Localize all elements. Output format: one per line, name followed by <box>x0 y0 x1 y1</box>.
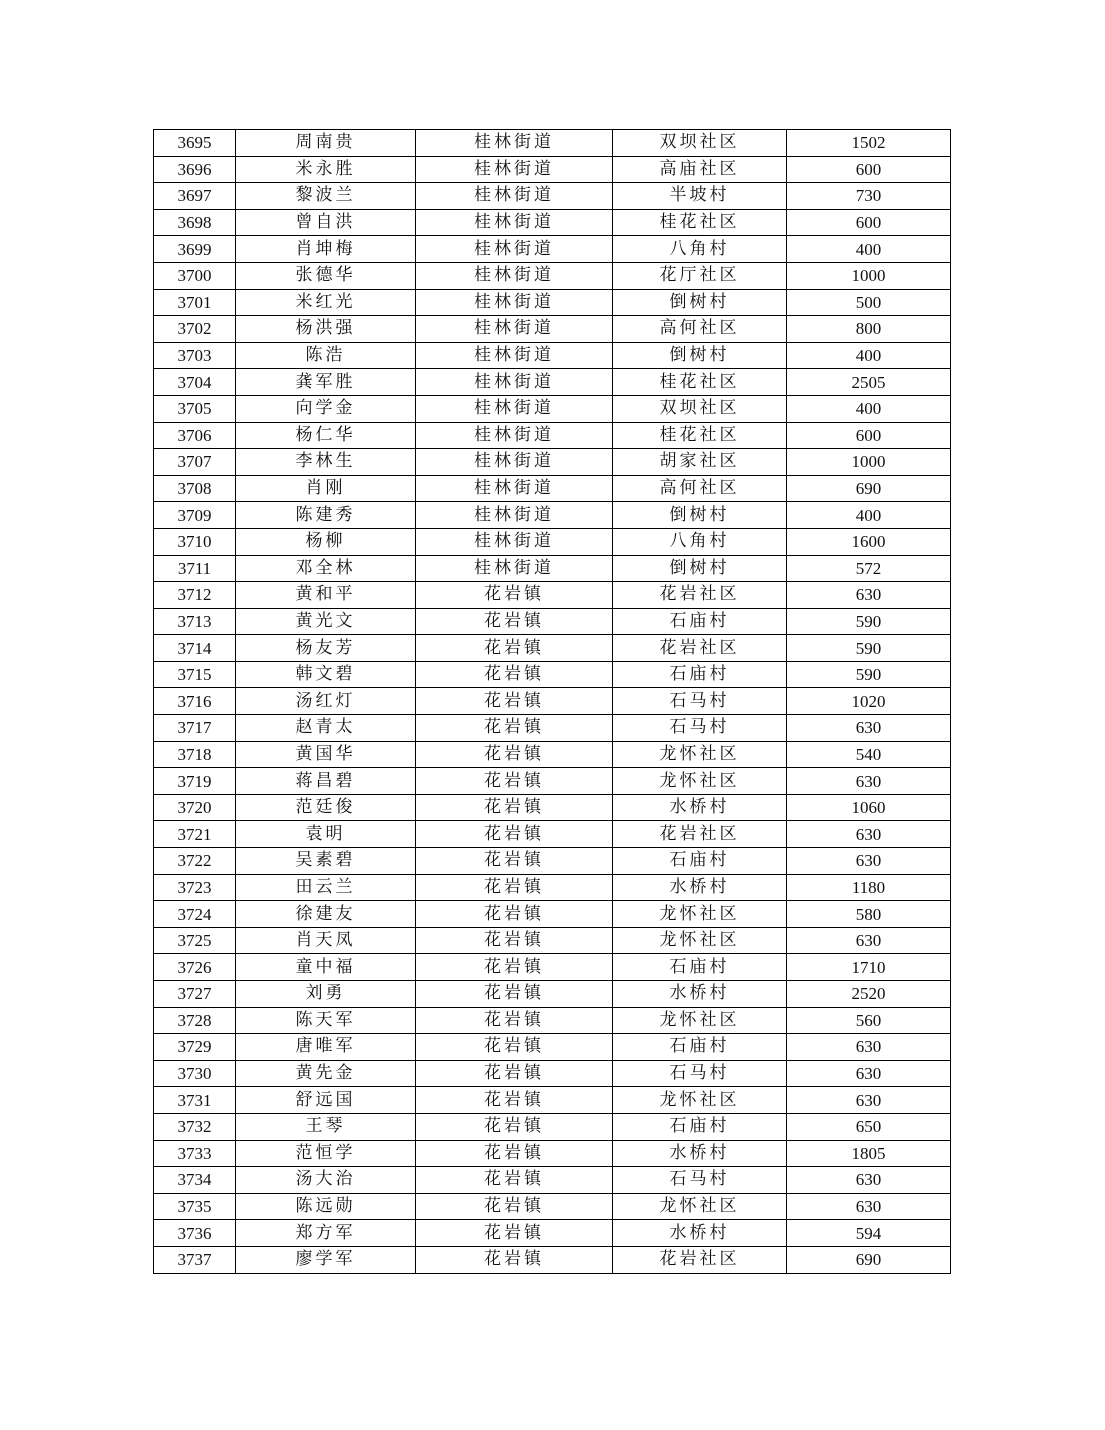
village-cell: 龙怀社区 <box>613 1007 787 1034</box>
town-cell: 桂林街道 <box>416 475 613 502</box>
data-table <box>153 129 951 1274</box>
row-number-cell: 3722 <box>154 848 236 875</box>
row-number-cell: 3710 <box>154 528 236 555</box>
table-row <box>154 661 951 688</box>
amount-cell: 1805 <box>787 1140 951 1167</box>
table-row <box>154 502 951 529</box>
town-cell: 花岩镇 <box>416 1140 613 1167</box>
table-row <box>154 741 951 768</box>
table-row <box>154 342 951 369</box>
town-cell: 花岩镇 <box>416 927 613 954</box>
town-cell: 花岩镇 <box>416 794 613 821</box>
table-row <box>154 130 951 157</box>
village-cell: 龙怀社区 <box>613 741 787 768</box>
row-number-cell: 3717 <box>154 715 236 742</box>
table-row <box>154 262 951 289</box>
village-cell: 龙怀社区 <box>613 768 787 795</box>
row-number-cell: 3730 <box>154 1060 236 1087</box>
town-cell: 花岩镇 <box>416 848 613 875</box>
amount-cell: 630 <box>787 768 951 795</box>
town-cell: 花岩镇 <box>416 954 613 981</box>
amount-cell: 630 <box>787 848 951 875</box>
amount-cell: 630 <box>787 927 951 954</box>
row-number-cell: 3724 <box>154 901 236 928</box>
town-cell: 花岩镇 <box>416 1113 613 1140</box>
row-number-cell: 3696 <box>154 156 236 183</box>
name-cell: 肖坤梅 <box>236 236 416 263</box>
amount-cell: 600 <box>787 156 951 183</box>
row-number-cell: 3706 <box>154 422 236 449</box>
village-cell: 胡家社区 <box>613 449 787 476</box>
row-number-cell: 3709 <box>154 502 236 529</box>
amount-cell: 1000 <box>787 449 951 476</box>
town-cell: 花岩镇 <box>416 1193 613 1220</box>
village-cell: 石马村 <box>613 1167 787 1194</box>
town-cell: 花岩镇 <box>416 981 613 1008</box>
amount-cell: 630 <box>787 715 951 742</box>
table-row <box>154 1220 951 1247</box>
amount-cell: 1600 <box>787 528 951 555</box>
amount-cell: 1180 <box>787 874 951 901</box>
table-row <box>154 954 951 981</box>
name-cell: 郑方军 <box>236 1220 416 1247</box>
table-row <box>154 209 951 236</box>
row-number-cell: 3695 <box>154 130 236 157</box>
amount-cell: 1710 <box>787 954 951 981</box>
amount-cell: 600 <box>787 209 951 236</box>
town-cell: 花岩镇 <box>416 582 613 609</box>
name-cell: 米红光 <box>236 289 416 316</box>
town-cell: 花岩镇 <box>416 1220 613 1247</box>
name-cell: 汤红灯 <box>236 688 416 715</box>
amount-cell: 730 <box>787 183 951 210</box>
table-row <box>154 715 951 742</box>
table-row <box>154 635 951 662</box>
name-cell: 黄和平 <box>236 582 416 609</box>
amount-cell: 630 <box>787 1060 951 1087</box>
village-cell: 倒树村 <box>613 502 787 529</box>
village-cell: 花岩社区 <box>613 582 787 609</box>
village-cell: 八角村 <box>613 236 787 263</box>
town-cell: 桂林街道 <box>416 528 613 555</box>
amount-cell: 630 <box>787 1034 951 1061</box>
town-cell: 花岩镇 <box>416 688 613 715</box>
village-cell: 石庙村 <box>613 1034 787 1061</box>
table-row <box>154 528 951 555</box>
name-cell: 吴素碧 <box>236 848 416 875</box>
table-row <box>154 768 951 795</box>
row-number-cell: 3723 <box>154 874 236 901</box>
village-cell: 双坝社区 <box>613 395 787 422</box>
village-cell: 石马村 <box>613 1060 787 1087</box>
town-cell: 桂林街道 <box>416 449 613 476</box>
village-cell: 双坝社区 <box>613 130 787 157</box>
name-cell: 黄先金 <box>236 1060 416 1087</box>
village-cell: 龙怀社区 <box>613 927 787 954</box>
amount-cell: 600 <box>787 422 951 449</box>
row-number-cell: 3703 <box>154 342 236 369</box>
amount-cell: 800 <box>787 316 951 343</box>
town-cell: 桂林街道 <box>416 422 613 449</box>
town-cell: 花岩镇 <box>416 901 613 928</box>
amount-cell: 400 <box>787 502 951 529</box>
row-number-cell: 3725 <box>154 927 236 954</box>
amount-cell: 500 <box>787 289 951 316</box>
name-cell: 龚军胜 <box>236 369 416 396</box>
table-row <box>154 688 951 715</box>
village-cell: 石马村 <box>613 688 787 715</box>
name-cell: 范廷俊 <box>236 794 416 821</box>
table-row <box>154 1167 951 1194</box>
row-number-cell: 3727 <box>154 981 236 1008</box>
row-number-cell: 3700 <box>154 262 236 289</box>
name-cell: 范恒学 <box>236 1140 416 1167</box>
village-cell: 桂花社区 <box>613 422 787 449</box>
table-row <box>154 1246 951 1273</box>
table-row <box>154 156 951 183</box>
row-number-cell: 3711 <box>154 555 236 582</box>
table-row <box>154 395 951 422</box>
table-row <box>154 848 951 875</box>
town-cell: 桂林街道 <box>416 130 613 157</box>
table-row <box>154 981 951 1008</box>
name-cell: 周南贵 <box>236 130 416 157</box>
row-number-cell: 3697 <box>154 183 236 210</box>
amount-cell: 690 <box>787 475 951 502</box>
name-cell: 陈建秀 <box>236 502 416 529</box>
village-cell: 石庙村 <box>613 608 787 635</box>
row-number-cell: 3713 <box>154 608 236 635</box>
name-cell: 汤大治 <box>236 1167 416 1194</box>
village-cell: 高何社区 <box>613 316 787 343</box>
amount-cell: 2505 <box>787 369 951 396</box>
village-cell: 桂花社区 <box>613 209 787 236</box>
table-row <box>154 475 951 502</box>
name-cell: 杨洪强 <box>236 316 416 343</box>
village-cell: 龙怀社区 <box>613 1193 787 1220</box>
row-number-cell: 3719 <box>154 768 236 795</box>
row-number-cell: 3736 <box>154 1220 236 1247</box>
village-cell: 高何社区 <box>613 475 787 502</box>
village-cell: 石庙村 <box>613 954 787 981</box>
name-cell: 向学金 <box>236 395 416 422</box>
village-cell: 八角村 <box>613 528 787 555</box>
amount-cell: 630 <box>787 1167 951 1194</box>
name-cell: 杨友芳 <box>236 635 416 662</box>
table-row <box>154 449 951 476</box>
amount-cell: 580 <box>787 901 951 928</box>
town-cell: 花岩镇 <box>416 874 613 901</box>
name-cell: 王琴 <box>236 1113 416 1140</box>
village-cell: 龙怀社区 <box>613 901 787 928</box>
name-cell: 徐建友 <box>236 901 416 928</box>
row-number-cell: 3731 <box>154 1087 236 1114</box>
table-row <box>154 1007 951 1034</box>
town-cell: 花岩镇 <box>416 1007 613 1034</box>
name-cell: 刘勇 <box>236 981 416 1008</box>
table-row <box>154 1193 951 1220</box>
table-row <box>154 874 951 901</box>
name-cell: 陈浩 <box>236 342 416 369</box>
town-cell: 花岩镇 <box>416 821 613 848</box>
village-cell: 水桥村 <box>613 874 787 901</box>
name-cell: 陈天军 <box>236 1007 416 1034</box>
table-row <box>154 927 951 954</box>
village-cell: 水桥村 <box>613 981 787 1008</box>
row-number-cell: 3702 <box>154 316 236 343</box>
row-number-cell: 3732 <box>154 1113 236 1140</box>
town-cell: 花岩镇 <box>416 661 613 688</box>
amount-cell: 590 <box>787 608 951 635</box>
row-number-cell: 3704 <box>154 369 236 396</box>
amount-cell: 572 <box>787 555 951 582</box>
table-row <box>154 1034 951 1061</box>
village-cell: 水桥村 <box>613 794 787 821</box>
name-cell: 舒远国 <box>236 1087 416 1114</box>
name-cell: 黄国华 <box>236 741 416 768</box>
row-number-cell: 3705 <box>154 395 236 422</box>
amount-cell: 594 <box>787 1220 951 1247</box>
amount-cell: 590 <box>787 661 951 688</box>
amount-cell: 630 <box>787 1087 951 1114</box>
village-cell: 花岩社区 <box>613 635 787 662</box>
name-cell: 田云兰 <box>236 874 416 901</box>
town-cell: 桂林街道 <box>416 395 613 422</box>
amount-cell: 630 <box>787 582 951 609</box>
village-cell: 龙怀社区 <box>613 1087 787 1114</box>
table-row <box>154 236 951 263</box>
table-row <box>154 821 951 848</box>
table-row <box>154 794 951 821</box>
table-row <box>154 1060 951 1087</box>
village-cell: 桂花社区 <box>613 369 787 396</box>
table-row <box>154 1113 951 1140</box>
row-number-cell: 3720 <box>154 794 236 821</box>
table-row <box>154 183 951 210</box>
town-cell: 桂林街道 <box>416 209 613 236</box>
name-cell: 唐唯军 <box>236 1034 416 1061</box>
table-row <box>154 608 951 635</box>
name-cell: 曾自洪 <box>236 209 416 236</box>
table-row <box>154 901 951 928</box>
town-cell: 花岩镇 <box>416 635 613 662</box>
name-cell: 赵青太 <box>236 715 416 742</box>
table-row <box>154 1140 951 1167</box>
name-cell: 廖学军 <box>236 1246 416 1273</box>
amount-cell: 1000 <box>787 262 951 289</box>
row-number-cell: 3701 <box>154 289 236 316</box>
name-cell: 米永胜 <box>236 156 416 183</box>
row-number-cell: 3707 <box>154 449 236 476</box>
row-number-cell: 3708 <box>154 475 236 502</box>
town-cell: 花岩镇 <box>416 715 613 742</box>
table-row <box>154 369 951 396</box>
row-number-cell: 3714 <box>154 635 236 662</box>
village-cell: 花岩社区 <box>613 821 787 848</box>
town-cell: 桂林街道 <box>416 316 613 343</box>
name-cell: 张德华 <box>236 262 416 289</box>
amount-cell: 540 <box>787 741 951 768</box>
table-row <box>154 289 951 316</box>
village-cell: 倒树村 <box>613 555 787 582</box>
amount-cell: 630 <box>787 821 951 848</box>
amount-cell: 1502 <box>787 130 951 157</box>
village-cell: 花岩社区 <box>613 1246 787 1273</box>
name-cell: 李林生 <box>236 449 416 476</box>
amount-cell: 400 <box>787 236 951 263</box>
village-cell: 花厅社区 <box>613 262 787 289</box>
table-row <box>154 555 951 582</box>
town-cell: 桂林街道 <box>416 262 613 289</box>
town-cell: 花岩镇 <box>416 1246 613 1273</box>
row-number-cell: 3733 <box>154 1140 236 1167</box>
table-row <box>154 1087 951 1114</box>
amount-cell: 560 <box>787 1007 951 1034</box>
table-row <box>154 582 951 609</box>
row-number-cell: 3721 <box>154 821 236 848</box>
town-cell: 桂林街道 <box>416 502 613 529</box>
row-number-cell: 3737 <box>154 1246 236 1273</box>
amount-cell: 630 <box>787 1193 951 1220</box>
town-cell: 桂林街道 <box>416 555 613 582</box>
village-cell: 石庙村 <box>613 1113 787 1140</box>
amount-cell: 690 <box>787 1246 951 1273</box>
village-cell: 水桥村 <box>613 1220 787 1247</box>
town-cell: 桂林街道 <box>416 183 613 210</box>
row-number-cell: 3698 <box>154 209 236 236</box>
town-cell: 桂林街道 <box>416 236 613 263</box>
town-cell: 桂林街道 <box>416 342 613 369</box>
name-cell: 黄光文 <box>236 608 416 635</box>
town-cell: 花岩镇 <box>416 741 613 768</box>
table-row <box>154 422 951 449</box>
village-cell: 石马村 <box>613 715 787 742</box>
amount-cell: 2520 <box>787 981 951 1008</box>
row-number-cell: 3715 <box>154 661 236 688</box>
town-cell: 花岩镇 <box>416 1034 613 1061</box>
name-cell: 陈远勋 <box>236 1193 416 1220</box>
amount-cell: 1060 <box>787 794 951 821</box>
name-cell: 韩文碧 <box>236 661 416 688</box>
village-cell: 石庙村 <box>613 848 787 875</box>
name-cell: 袁明 <box>236 821 416 848</box>
town-cell: 花岩镇 <box>416 1060 613 1087</box>
row-number-cell: 3729 <box>154 1034 236 1061</box>
row-number-cell: 3726 <box>154 954 236 981</box>
amount-cell: 400 <box>787 342 951 369</box>
table-body <box>154 130 951 1274</box>
amount-cell: 1020 <box>787 688 951 715</box>
name-cell: 肖天凤 <box>236 927 416 954</box>
amount-cell: 650 <box>787 1113 951 1140</box>
row-number-cell: 3712 <box>154 582 236 609</box>
row-number-cell: 3718 <box>154 741 236 768</box>
town-cell: 花岩镇 <box>416 608 613 635</box>
village-cell: 半坡村 <box>613 183 787 210</box>
village-cell: 高庙社区 <box>613 156 787 183</box>
town-cell: 桂林街道 <box>416 369 613 396</box>
row-number-cell: 3728 <box>154 1007 236 1034</box>
name-cell: 黎波兰 <box>236 183 416 210</box>
name-cell: 杨仁华 <box>236 422 416 449</box>
amount-cell: 590 <box>787 635 951 662</box>
row-number-cell: 3716 <box>154 688 236 715</box>
row-number-cell: 3699 <box>154 236 236 263</box>
village-cell: 倒树村 <box>613 289 787 316</box>
amount-cell: 400 <box>787 395 951 422</box>
name-cell: 蒋昌碧 <box>236 768 416 795</box>
name-cell: 杨柳 <box>236 528 416 555</box>
town-cell: 花岩镇 <box>416 1087 613 1114</box>
name-cell: 邓全林 <box>236 555 416 582</box>
row-number-cell: 3735 <box>154 1193 236 1220</box>
town-cell: 花岩镇 <box>416 1167 613 1194</box>
village-cell: 水桥村 <box>613 1140 787 1167</box>
table-row <box>154 316 951 343</box>
village-cell: 倒树村 <box>613 342 787 369</box>
name-cell: 童中福 <box>236 954 416 981</box>
town-cell: 桂林街道 <box>416 156 613 183</box>
row-number-cell: 3734 <box>154 1167 236 1194</box>
village-cell: 石庙村 <box>613 661 787 688</box>
town-cell: 花岩镇 <box>416 768 613 795</box>
town-cell: 桂林街道 <box>416 289 613 316</box>
name-cell: 肖刚 <box>236 475 416 502</box>
